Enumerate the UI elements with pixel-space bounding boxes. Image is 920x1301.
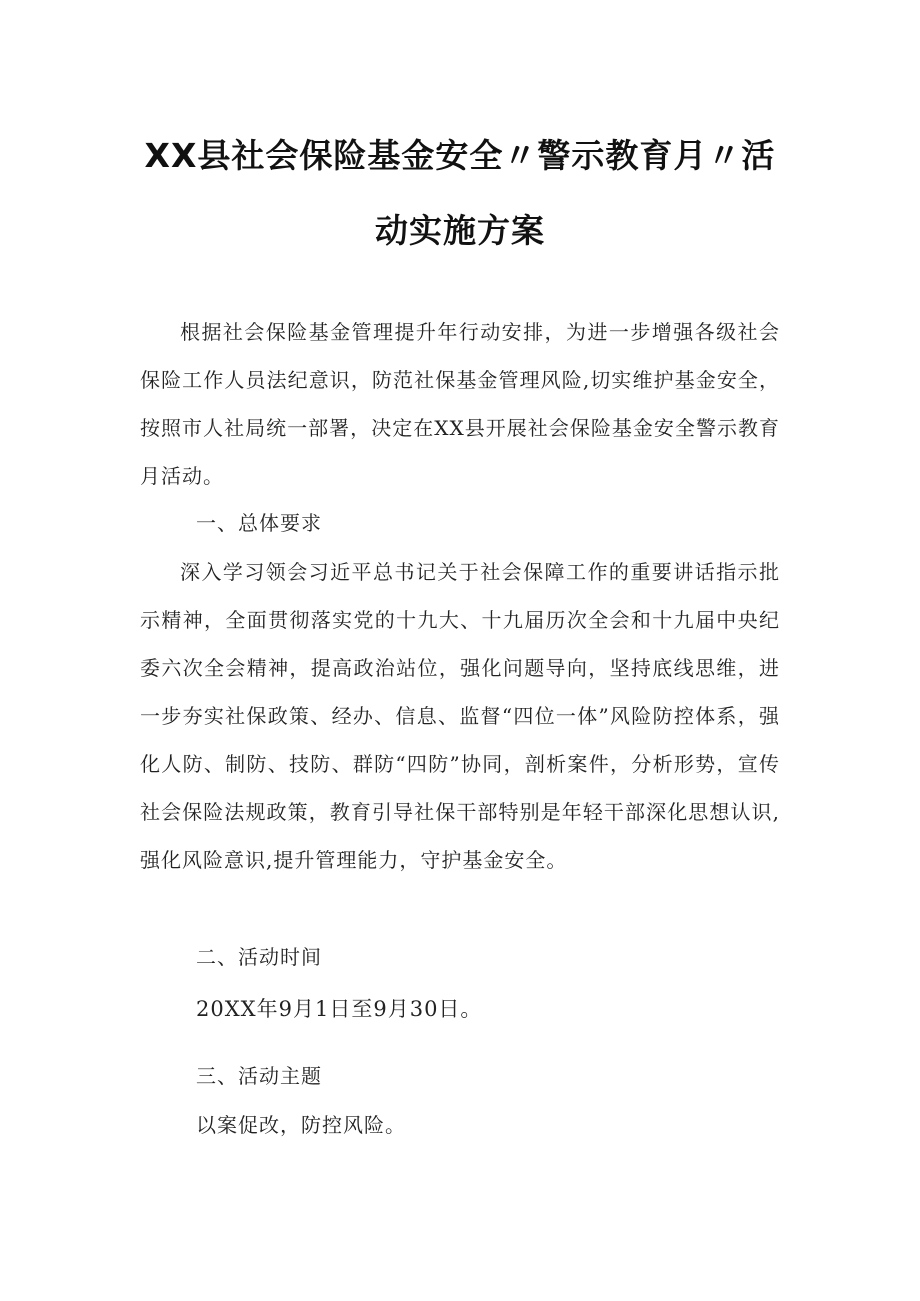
section-body-activity-theme: 以案促改，防控风险。	[196, 1113, 406, 1137]
section-body-activity-time: 20XX年9月1日至9月30日。	[196, 997, 483, 1021]
document-title-line-2: 动实施方案	[375, 211, 545, 250]
section-body-general-requirements: 深入学习领会习近平总书记关于社会保障工作的重要讲话指示批示精神，全面贯彻落实党的十九大、十九届历次全会和十九届中央纪委六次全会精神，提高政治站位，强化问题导向，坚持底线思维，进一步夯实社保政策、经办、信息、监督“四位一体”风险防控体系，强化人防、制防、技防、群防“四防”协同，剖析案件，分析形势，宣传社会保险法规政策，教育引导社保干部特别是年轻干部深化思想认识,强化风险意识,提升管理能力，守护基金安全。	[140, 560, 780, 872]
section-heading-general-requirements: 一、总体要求	[196, 511, 322, 535]
section-heading-activity-time: 二、活动时间	[196, 945, 322, 969]
intro-paragraph: 根据社会保险基金管理提升年行动安排，为进一步增强各级社会保险工作人员法纪意识，防范社保基金管理风险,切实维护基金安全，按照市人社局统一部署，决定在XX县开展社会保险基金安全警示教育月活动。	[140, 320, 780, 488]
section-heading-activity-theme: 三、活动主题	[196, 1064, 322, 1088]
document-title-line-1: XX县社会保险基金安全〃警示教育月〃活	[144, 136, 776, 175]
